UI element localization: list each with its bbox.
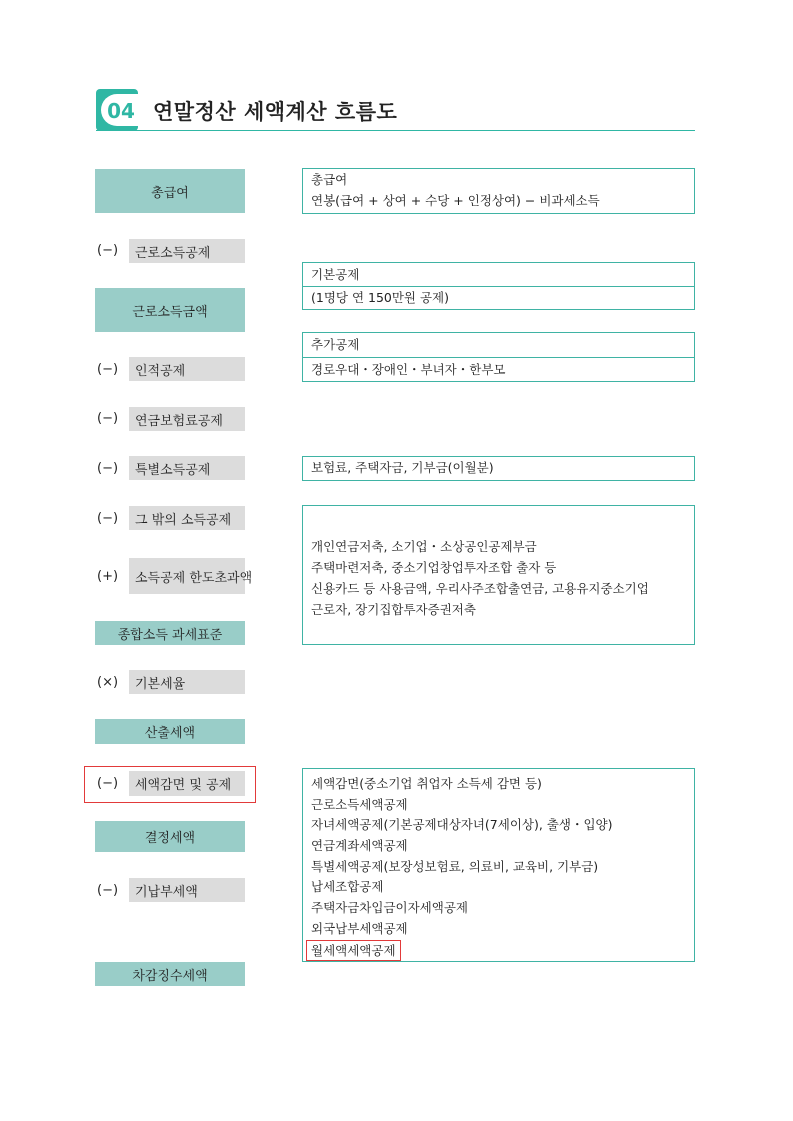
deduction-limit-excess-label: 소득공제 한도초과액 — [135, 570, 253, 586]
operator-minus: (−) — [97, 362, 119, 377]
earned-income-deduction-label: 근로소득공제 — [135, 245, 211, 261]
basic-tax-rate-box — [129, 670, 245, 694]
page-title: 연말정산 세액계산 흐름도 — [153, 100, 398, 124]
note-line: 특별세액공제(보장성보험료, 의료비, 교육비, 기부금) — [311, 858, 599, 874]
tax-credit-box — [129, 771, 245, 796]
note-line: 근로소득세액공제 — [311, 796, 408, 812]
note-line: 자녀세액공제(기본공제대상자녀(7세이상), 출생・입양) — [311, 817, 613, 833]
other-deduction-note — [302, 505, 695, 645]
note-line: 외국납부세액공제 — [311, 920, 408, 936]
note-line: 보험료, 주택자금, 기부금(이월분) — [311, 460, 494, 475]
note-line: 세액감면(중소기업 취업자 소득세 감면 등) — [311, 776, 542, 791]
special-income-deduction-label: 특별소득공제 — [135, 462, 211, 478]
note-line: 신용카드 등 사용금액, 우리사주조합출연금, 고용유지중소기업 — [311, 581, 649, 596]
deduction-limit-excess-box — [129, 558, 253, 594]
final-tax-label: 차감징수세액 — [132, 968, 208, 984]
taxable-standard-box — [95, 621, 245, 645]
earned-income-deduction-box — [129, 239, 245, 263]
note-line: 경로우대・장애인・부녀자・한부모 — [303, 357, 694, 381]
other-income-deduction-box — [129, 506, 245, 530]
calculated-tax-label: 산출세액 — [144, 726, 196, 741]
operator-minus: (−) — [97, 411, 119, 426]
earned-income-amount-box — [95, 288, 245, 332]
tax-credit-note — [302, 768, 695, 962]
note-line-highlighted — [303, 940, 694, 961]
earned-income-amount-label: 근로소득금액 — [132, 304, 208, 320]
determined-tax-box — [95, 821, 245, 852]
section-number: 04 — [107, 99, 135, 123]
operator-minus: (−) — [97, 776, 119, 791]
operator-minus: (−) — [97, 243, 119, 258]
pension-insurance-deduction-box — [129, 407, 245, 431]
prepaid-tax-label: 기납부세액 — [135, 884, 198, 900]
tax-credit-label: 세액감면 및 공제 — [135, 778, 232, 793]
operator-plus: (+) — [97, 569, 119, 584]
prepaid-tax-box — [129, 878, 245, 902]
other-income-deduction-label: 그 밖의 소득공제 — [135, 512, 232, 528]
note-line: 개인연금저축, 소기업・소상공인공제부금 — [311, 539, 537, 554]
note-line: 총급여 — [311, 172, 348, 187]
note-line: 근로자, 장기집합투자증권저축 — [311, 602, 476, 617]
note-line: (1명당 연 150만원 공제) — [303, 286, 694, 309]
note-line: 기본공제 — [311, 267, 360, 282]
gross-salary-note — [302, 168, 695, 214]
pension-insurance-deduction-label: 연금보험료공제 — [135, 413, 223, 429]
special-income-deduction-box — [129, 456, 245, 480]
personal-deduction-box — [129, 357, 245, 381]
note-line: 연금계좌세액공제 — [311, 838, 408, 854]
operator-minus: (−) — [97, 883, 119, 898]
final-tax-box — [95, 962, 245, 986]
taxable-standard-label: 종합소득 과세표준 — [117, 627, 223, 643]
calculated-tax-box — [95, 719, 245, 744]
note-line: 주택자금차입금이자세액공제 — [311, 900, 468, 916]
operator-multiply: (×) — [97, 675, 119, 690]
basic-deduction-note — [302, 262, 695, 310]
note-line: 납세조합공제 — [311, 879, 384, 895]
note-line: 주택마련저축, 중소기업창업투자조합 출자 등 — [311, 560, 557, 575]
determined-tax-label: 결정세액 — [144, 831, 196, 846]
note-line: 추가공제 — [311, 337, 360, 352]
operator-minus: (−) — [97, 461, 119, 476]
monthly-rent-credit-highlight: 월세액세액공제 — [306, 940, 401, 961]
basic-tax-rate-label: 기본세율 — [135, 676, 186, 692]
operator-minus: (−) — [97, 511, 119, 526]
special-deduction-note — [302, 456, 695, 481]
additional-deduction-note — [302, 332, 695, 382]
note-line: 연봉(급여 + 상여 + 수당 + 인정상여) − 비과세소득 — [311, 193, 600, 208]
gross-salary-box — [95, 169, 245, 213]
personal-deduction-label: 인적공제 — [135, 363, 186, 379]
title-underline — [96, 130, 695, 131]
gross-salary-label: 총급여 — [151, 185, 189, 201]
